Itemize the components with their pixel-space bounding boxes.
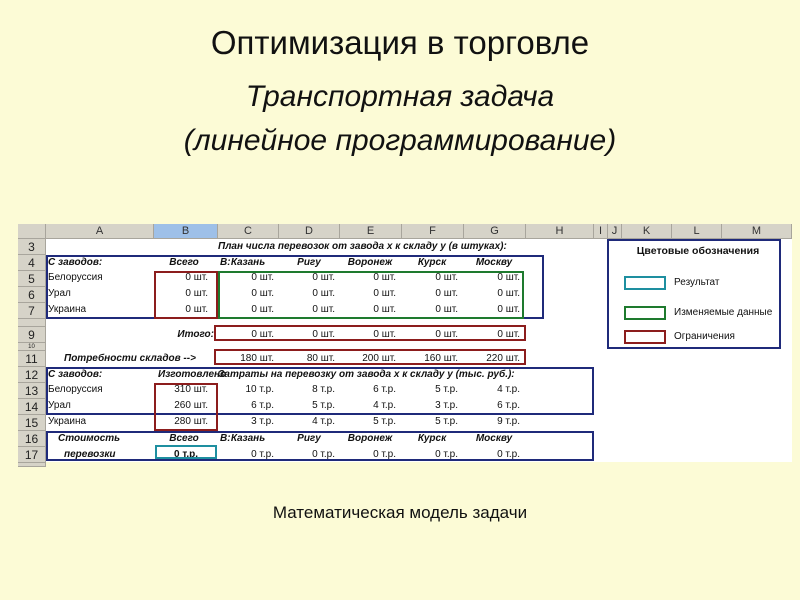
plan-total-cell[interactable]: 0 шт. — [185, 272, 208, 283]
plan-cell[interactable]: 0 шт. — [497, 304, 520, 315]
cost-cell[interactable]: 8 т.р. — [312, 384, 335, 395]
column-header-D[interactable]: D — [279, 224, 340, 239]
plan-cell[interactable]: 0 шт. — [435, 288, 458, 299]
plan-cell[interactable]: 0 шт. — [497, 288, 520, 299]
plant-name-2: Белоруссия — [48, 384, 103, 395]
row-header-16[interactable]: 16 — [18, 431, 46, 447]
result-section-border — [46, 431, 594, 461]
cost-cell[interactable]: 6 т.р. — [373, 384, 396, 395]
made-cell[interactable]: 280 шт. — [174, 416, 208, 427]
need-cell[interactable]: 220 шт. — [486, 353, 520, 364]
column-header-C[interactable]: C — [218, 224, 279, 239]
header-total-2: Всего — [169, 433, 199, 444]
cost-cell[interactable]: 5 т.р. — [435, 416, 458, 427]
plan-cell[interactable]: 0 шт. — [373, 304, 396, 315]
row-header-18 — [18, 463, 46, 467]
header-made: Изготовлено — [158, 369, 227, 380]
cost-cell[interactable]: 3 т.р. — [251, 416, 274, 427]
plan-cell[interactable]: 0 шт. — [251, 304, 274, 315]
column-header-H[interactable]: H — [526, 224, 594, 239]
row-header-gap — [18, 319, 46, 327]
legend-title: Цветовые обозначения — [636, 245, 760, 257]
cost-total-border — [155, 445, 217, 459]
itogo-cell[interactable]: 0 шт. — [312, 329, 335, 340]
cost-cell[interactable]: 10 т.р. — [245, 384, 274, 395]
header-to: В: — [220, 257, 231, 268]
header-from: С заводов: — [48, 257, 103, 268]
header-to-2: В: — [220, 433, 231, 444]
legend-swatch-2 — [624, 330, 666, 344]
cost-label-1: Стоимость — [58, 433, 121, 444]
cost-section-border — [46, 367, 594, 415]
plan-cell[interactable]: 0 шт. — [312, 288, 335, 299]
slide-footer: Математическая модель задачи — [272, 503, 528, 522]
legend-item-label: Результат — [674, 277, 720, 288]
header-destination: Ригу — [297, 257, 321, 268]
cost-cell[interactable]: 6 т.р. — [497, 400, 520, 411]
row-header-10[interactable]: 10 — [18, 343, 46, 351]
plan-cell[interactable]: 0 шт. — [435, 304, 458, 315]
plant-name: Белоруссия — [48, 272, 103, 283]
row-header-11[interactable]: 11 — [18, 351, 46, 367]
legend-item-label: Изменяемые данные — [674, 307, 773, 318]
slide-subtitle: Транспортная задача — [245, 80, 555, 113]
plan-totals-border — [154, 271, 218, 319]
need-cell[interactable]: 80 шт. — [306, 353, 335, 364]
itogo-label: Итого: — [177, 329, 214, 340]
plan-cell[interactable]: 0 шт. — [435, 272, 458, 283]
cost-cell[interactable]: 6 т.р. — [251, 400, 274, 411]
plan-total-cell[interactable]: 0 шт. — [185, 288, 208, 299]
row-header-12[interactable]: 12 — [18, 367, 46, 383]
dest-cost-cell[interactable]: 0 т.р. — [497, 449, 520, 460]
need-cell[interactable]: 200 шт. — [362, 353, 396, 364]
header-destination: Курск — [417, 257, 447, 268]
cost-cell[interactable]: 4 т.р. — [373, 400, 396, 411]
column-header-B[interactable]: B — [154, 224, 218, 239]
header-destination-2: Воронеж — [347, 433, 393, 444]
column-header-M[interactable]: M — [722, 224, 792, 239]
row-header-15[interactable]: 15 — [18, 415, 46, 431]
plant-name-2: Урал — [48, 400, 71, 411]
column-header-E[interactable]: E — [340, 224, 402, 239]
slide-title: Оптимизация в торговле — [210, 24, 590, 61]
header-destination-2: Москву — [475, 433, 513, 444]
row-header-5[interactable]: 5 — [18, 271, 46, 287]
row-header-17[interactable]: 17 — [18, 447, 46, 463]
column-header-A[interactable]: A — [46, 224, 154, 239]
header-from-2: С заводов: — [48, 369, 103, 380]
cost-cell[interactable]: 4 т.р. — [312, 416, 335, 427]
dest-cost-cell[interactable]: 0 т.р. — [373, 449, 396, 460]
made-border — [154, 383, 218, 431]
header-destination-2: Курск — [417, 433, 447, 444]
header-destination: Казань — [230, 257, 266, 268]
column-header-F[interactable]: F — [402, 224, 464, 239]
plan-cell[interactable]: 0 шт. — [251, 272, 274, 283]
cost-total-cell[interactable]: 0 т.р. — [173, 449, 199, 460]
row-header-14[interactable]: 14 — [18, 399, 46, 415]
row-header-4[interactable]: 4 — [18, 255, 46, 271]
dest-cost-cell[interactable]: 0 т.р. — [312, 449, 335, 460]
need-cell[interactable]: 160 шт. — [424, 353, 458, 364]
header-destination-2: Ригу — [297, 433, 321, 444]
plan-cell[interactable]: 0 шт. — [312, 272, 335, 283]
row-header-6[interactable]: 6 — [18, 287, 46, 303]
cost-title: Затраты на перевозку от завода х к складу у (тыс. руб.): — [218, 369, 515, 380]
cost-cell[interactable]: 5 т.р. — [435, 384, 458, 395]
plan-total-cell[interactable]: 0 шт. — [185, 304, 208, 315]
itogo-cell[interactable]: 0 шт. — [497, 329, 520, 340]
select-all-corner[interactable] — [18, 224, 46, 239]
column-header-J[interactable]: J — [608, 224, 622, 239]
header-total: Всего — [169, 257, 199, 268]
cost-cell[interactable]: 5 т.р. — [373, 416, 396, 427]
header-destination: Воронеж — [347, 257, 393, 268]
legend-item-label: Ограничения — [674, 331, 735, 342]
cost-cell[interactable]: 4 т.р. — [497, 384, 520, 395]
plan-cell[interactable]: 0 шт. — [373, 288, 396, 299]
column-header-I[interactable]: I — [594, 224, 608, 239]
row-header-13[interactable]: 13 — [18, 383, 46, 399]
spreadsheet — [18, 224, 792, 462]
header-destination: Москву — [475, 257, 513, 268]
legend-swatch-1 — [624, 306, 666, 320]
need-cell[interactable]: 180 шт. — [240, 353, 274, 364]
cost-cell[interactable]: 5 т.р. — [312, 400, 335, 411]
column-header-K[interactable]: K — [622, 224, 672, 239]
slide-subtitle-2: (линейное программирование) — [183, 124, 617, 157]
plan-cell[interactable]: 0 шт. — [373, 272, 396, 283]
itogo-cell[interactable]: 0 шт. — [435, 329, 458, 340]
plan-cell[interactable]: 0 шт. — [251, 288, 274, 299]
dest-cost-cell[interactable]: 0 т.р. — [435, 449, 458, 460]
made-cell[interactable]: 310 шт. — [174, 384, 208, 395]
itogo-cell[interactable]: 0 шт. — [251, 329, 274, 340]
cost-cell[interactable]: 3 т.р. — [435, 400, 458, 411]
needs-label: Потребности складов --> — [64, 353, 196, 364]
plant-name-2: Украина — [48, 416, 87, 427]
row-header-3[interactable]: 3 — [18, 239, 46, 255]
cost-label-2: перевозки — [64, 449, 116, 460]
header-destination-2: Казань — [230, 433, 266, 444]
needs-border — [214, 349, 526, 365]
row-header-9[interactable]: 9 — [18, 327, 46, 343]
plan-cell[interactable]: 0 шт. — [312, 304, 335, 315]
plant-name: Украина — [48, 304, 87, 315]
column-header-G[interactable]: G — [464, 224, 526, 239]
column-header-L[interactable]: L — [672, 224, 722, 239]
legend-swatch-0 — [624, 276, 666, 290]
plan-title: План числа перевозок от завода х к складу у (в штуках): — [218, 241, 507, 252]
itogo-cell[interactable]: 0 шт. — [373, 329, 396, 340]
row-header-7[interactable]: 7 — [18, 303, 46, 319]
plan-cell[interactable]: 0 шт. — [497, 272, 520, 283]
made-cell[interactable]: 260 шт. — [174, 400, 208, 411]
cost-cell[interactable]: 9 т.р. — [497, 416, 520, 427]
dest-cost-cell[interactable]: 0 т.р. — [251, 449, 274, 460]
plan-cells-border — [218, 271, 524, 319]
itogo-border — [214, 325, 526, 341]
plant-name: Урал — [48, 288, 71, 299]
